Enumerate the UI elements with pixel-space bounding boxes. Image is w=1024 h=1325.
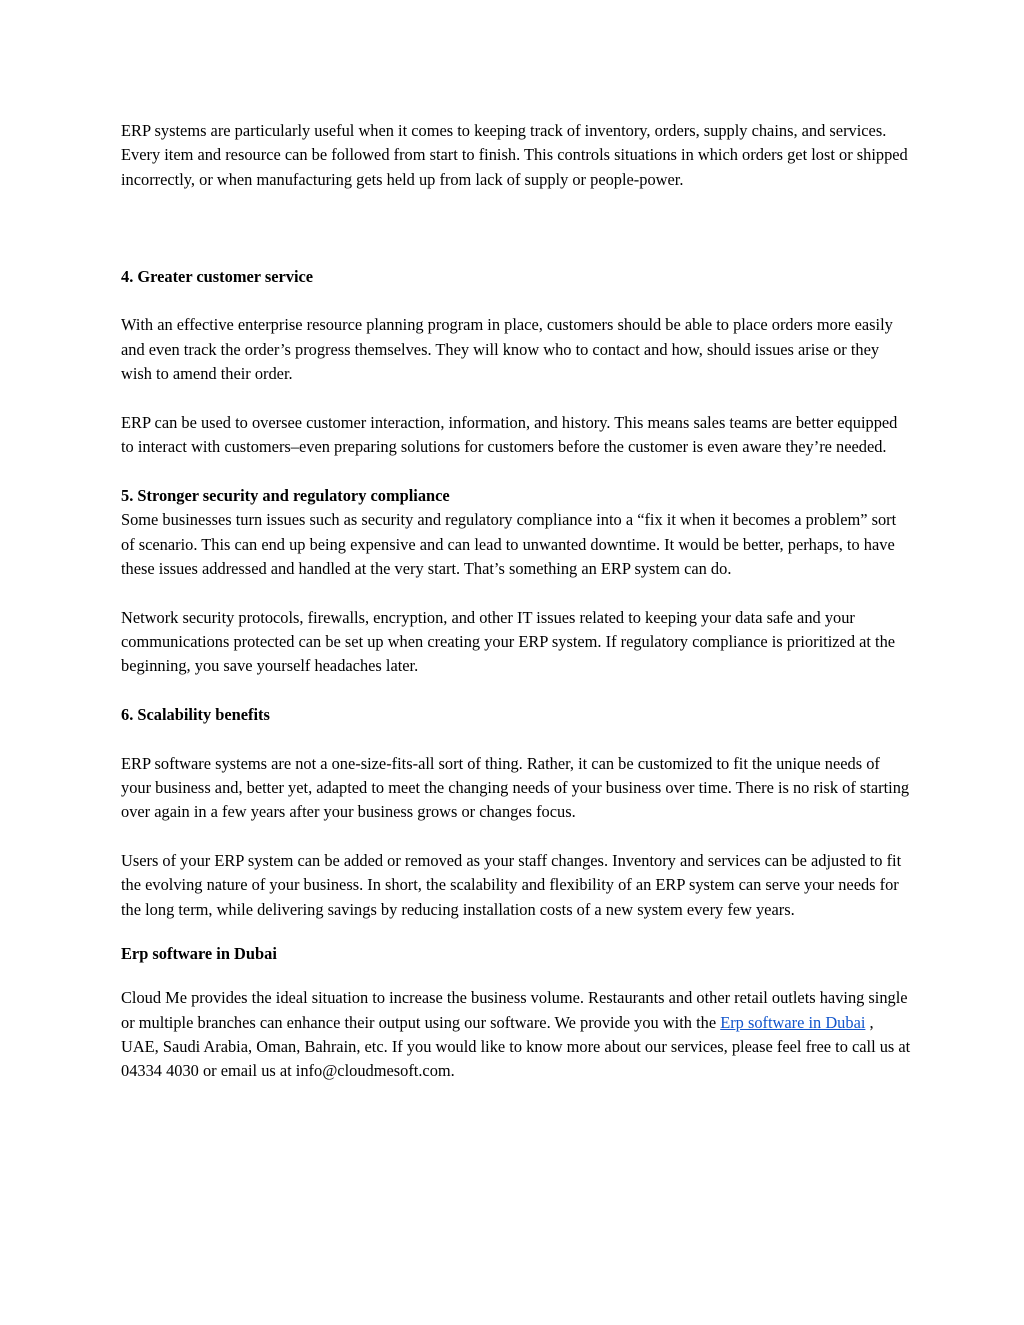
paragraph-customer-orders: With an effective enterprise resource planning program in place, customers should be able to place orders more easily and even track the order’s progress themselves. They will know who to contact and how, should issues arise or they wish to amend their order. <box>121 315 893 384</box>
paragraph-scalability-custom: ERP software systems are not a one-size-fits-all sort of thing. Rather, it can be customized to fit the unique needs of your business and, better yet, adapted to meet the changing needs of your business over time. There is no risk of starting over again in a few years after your business grows or changes focus. <box>121 753 910 822</box>
heading-scalability: 6. Scalability benefits <box>121 704 270 724</box>
heading-security-compliance: 5. Stronger security and regulatory compliance <box>121 485 450 505</box>
paragraph-scalability-users: Users of your ERP system can be added or removed as your staff changes. Inventory and services can be adjusted to fit the evolving nature of your business. In short, the scalability and flexibility of an ERP system can serve your needs for the long term, while delivering savings by reducing installation costs of a new system every few years. <box>121 850 902 919</box>
paragraph-cloud-me-contact: , UAE, Saudi Arabia, Oman, Bahrain, etc. If you would like to know more about our services, please feel free to call us at 04334 4030 or email us at info@cloudmesoft.com. <box>121 1012 911 1081</box>
paragraph-customer-interaction: ERP can be used to oversee customer interaction, information, and history. This means sales teams are better equipped to interact with customers–even preparing solutions for customers before the customer is even aware they’re needed. <box>121 412 898 457</box>
document-page <box>121 119 911 1084</box>
paragraph-network-security: Network security protocols, firewalls, encryption, and other IT issues related to keeping your data safe and your communications protected can be set up when creating your ERP system. If regulatory compliance is prioritized at the beginning, you save yourself headaches later. <box>121 607 896 676</box>
paragraph-cloud-me-text: Cloud Me provides the ideal situation to increase the business volume. Restaurants and other retail outlets having single or multiple branches can enhance their output using our software. We provide you with the <box>121 988 908 1032</box>
erp-software-dubai-link[interactable]: Erp software in Dubai <box>720 1012 866 1032</box>
paragraph-erp-tracking: ERP systems are particularly useful when it comes to keeping track of inventory, orders, supply chains, and services. Every item and resource can be followed from start to finish. This controls situations in which orders get lost or shipped incorrectly, or when manufacturing gets held up from lack of supply or people-power. <box>121 121 908 189</box>
paragraph-security-scenario: Some businesses turn issues such as security and regulatory compliance into a “fix it when it becomes a problem” sort of scenario. This can end up being expensive and can lead to unwanted downtime. It would be better, perhaps, to have these issues addressed and handled at the very start. That’s something an ERP system can do. <box>121 510 897 578</box>
heading-erp-dubai: Erp software in Dubai <box>121 944 277 963</box>
heading-customer-service: 4. Greater customer service <box>121 266 314 286</box>
paragraph-cloud-me <box>121 986 911 1083</box>
